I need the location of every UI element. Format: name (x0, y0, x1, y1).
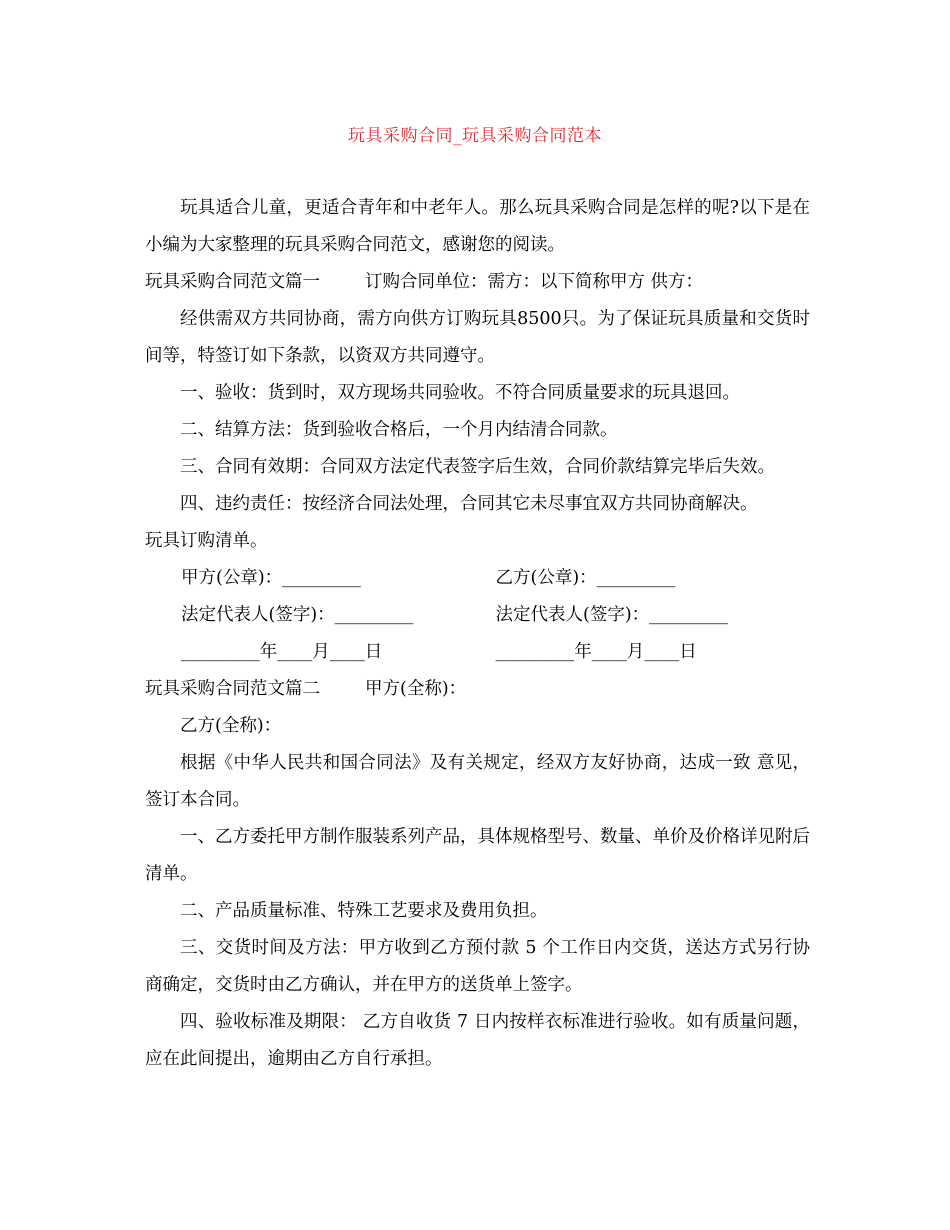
section2-heading: 玩具采购合同范文篇二 (145, 679, 320, 699)
intro-paragraph: 玩具适合儿童，更适合青年和中老年人。那么玩具采购合同是怎样的呢?以下是在小编为大家整理的玩具采购合同范文，感谢您的阅读。 (145, 198, 810, 255)
party-a-representative: 法定代表人(签字)：_________ (181, 605, 414, 625)
section1-body-paragraph: 经供需双方共同协商，需方向供方订购玩具8500只。为了保证玩具质量和交货时间等，特签订如下条款，以资双方共同遵守。 (145, 309, 810, 366)
signature-row-representative (145, 597, 810, 634)
party-a-seal: 甲方(公章)：_________ (181, 568, 361, 588)
section2-party-a: 甲方(全称)： (365, 679, 467, 699)
section2-clause-3: 三、交货时间及方法：甲方收到乙方预付款 5 个工作日内交货，送达方式另行协商确定，交货时由乙方确认，并在甲方的送货单上签字。 (145, 938, 810, 995)
signature-row-seal (145, 560, 810, 597)
party-b-date: _________年____月____日 (495, 642, 697, 662)
section2-clause-4: 四、验收标准及期限： 乙方自收货 7 日内按样衣标准进行验收。如有质量问题，应在此间提出，逾期由乙方自行承担。 (145, 1012, 810, 1069)
section2-clause-1: 一、乙方委托甲方制作服装系列产品，具体规格型号、数量、单价及价格详见附后清单。 (145, 827, 810, 884)
clause-4: 四、违约责任：按经济合同法处理，合同其它未尽事宜双方共同协商解决。 (180, 494, 758, 514)
order-list-line: 玩具订购清单。 (145, 531, 268, 551)
clause-3: 三、合同有效期：合同双方法定代表签字后生效，合同价款结算完毕后失效。 (180, 457, 775, 477)
section2-intro-paragraph: 根据《中华人民共和国合同法》及有关规定，经双方友好协商，达成一致 意见，签订本合同。 (145, 753, 810, 810)
document-title: 玩具采购合同_玩具采购合同范本 (348, 126, 602, 146)
clause-1: 一、验收：货到时，双方现场共同验收。不符合同质量要求的玩具退回。 (180, 383, 740, 403)
document-body (145, 190, 810, 1078)
signature-row-date (145, 634, 810, 671)
party-a-date: _________年____月____日 (181, 642, 383, 662)
section2-heading-line (145, 671, 810, 708)
section1-heading: 玩具采购合同范文篇一 (145, 272, 320, 292)
clause-2: 二、结算方法：货到验收合格后，一个月内结清合同款。 (180, 420, 618, 440)
section2-clause-2: 二、产品质量标准、特殊工艺要求及费用负担。 (180, 901, 548, 921)
section1-parties: 订购合同单位：需方：以下简称甲方 供方： (365, 272, 704, 292)
section2-party-b: 乙方(全称)： (180, 716, 282, 736)
party-b-seal: 乙方(公章)：_________ (495, 568, 676, 588)
section1-heading-line (145, 264, 810, 301)
party-b-representative: 法定代表人(签字)：_________ (495, 605, 728, 625)
